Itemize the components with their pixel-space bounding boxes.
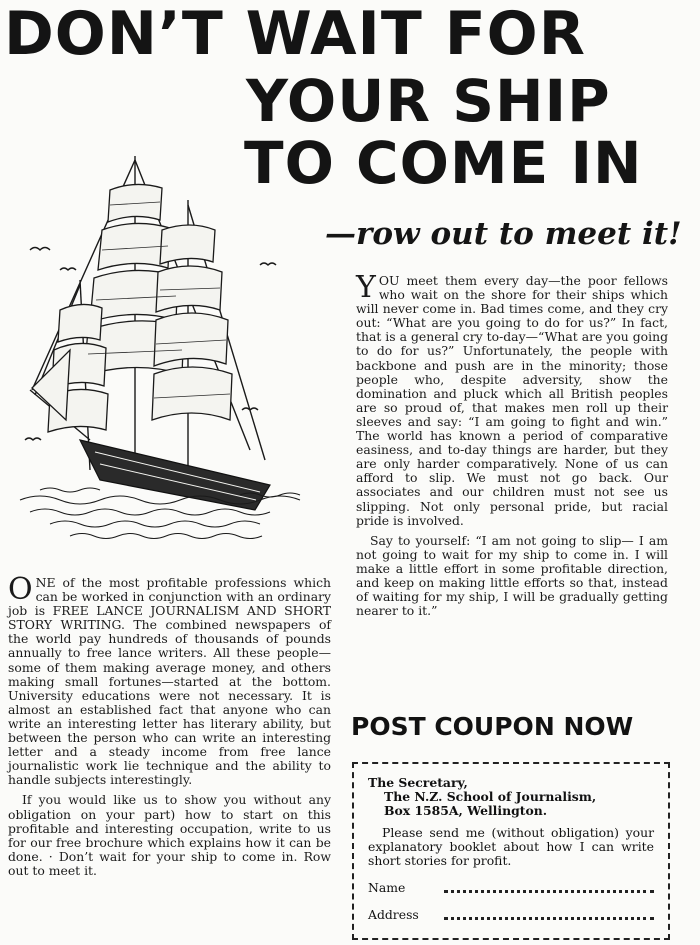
right-paragraph-2: Say to yourself: “I am not going to slip— I am not going to wait for my ship to come in. I will make a little effort in some profitable direction, and keep on making little efforts so that, instead of waiting for my ship, I will be gradually getting nearer to it.”: [356, 532, 668, 619]
coupon-title: POST COUPON NOW: [351, 712, 634, 741]
left-article-column: [8, 572, 331, 884]
sailing-ship-illustration: [10, 150, 310, 545]
dropcap-y: Y: [356, 270, 376, 305]
name-label: Name: [368, 880, 406, 895]
address-label: Address: [368, 907, 419, 922]
coupon-box: Box 1585A, Wellington.: [384, 803, 548, 818]
right-paragraph-1-text: OU meet them every day—the poor fellows who wait on the shore for their ships which will never come in. Bad times come, and they cry out: “What are you going to do for us?” In fact, that is a general cry to-day—“What are you going to do for us?” Unfortunately, the people with backbone and push are in the minority; those people who, despite adversity, show the domination and pluck which all British peoples are so proud of, that makes men roll up their sleeves and say: “I am going to fight and win.” The world has known a period of comparative easiness, and to-day things are harder, but they are only harder comparatively. None of us can afford to slip. We must not go back. Our associates and our children must not see us slipping. Not only personal pride, but racial pride is involved.: [356, 273, 668, 528]
right-article-column: [356, 270, 668, 624]
headline-line-3: TO COME IN: [244, 129, 643, 197]
coupon-request-text: Please send me (without obligation) your explanatory booklet about how I can write short stories for profit.: [368, 825, 654, 868]
dropcap-o: O: [8, 572, 33, 607]
headline-line-2: YOUR SHIP: [246, 67, 611, 135]
left-paragraph-2: If you would like us to show you without any obligation on your part) how to start on this profitable and interesting occupation, write to us for our free brochure which explains how it can be done. · Don’t wait for your ship to come in. Row out to meet it.: [8, 792, 331, 878]
left-paragraph-1-text: NE of the most profitable professions which can be worked in conjunction with an ordinary job is FREE LANCE JOURNALISM AND SHORT STORY WRITING. The combined newspapers of the world pay hundreds of thousands of pounds annually to free lance writers. All these people—some of them making average money, and others making small fortunes—started at the bottom. University educations were not necessary. It is almost an established fact that anyone who can write an interesting letter has literary ability, but between the person who can write an interesting letter and a steady income from free lance journalistic work lie technique and the ability to handle subjects interestingly.: [8, 575, 331, 788]
address-field[interactable]: [444, 907, 654, 920]
left-paragraph-1: [8, 572, 331, 788]
coupon-addressee: The Secretary,: [368, 775, 468, 790]
right-paragraph-1: [356, 270, 668, 528]
coupon-school: The N.Z. School of Journalism,: [384, 789, 597, 804]
address-field-row: [368, 907, 654, 922]
coupon-form: [352, 762, 670, 940]
headline-line-1: DON’T WAIT FOR: [4, 0, 586, 69]
name-field[interactable]: [444, 880, 654, 893]
tagline: —row out to meet it!: [325, 216, 682, 252]
name-field-row: [368, 880, 654, 895]
